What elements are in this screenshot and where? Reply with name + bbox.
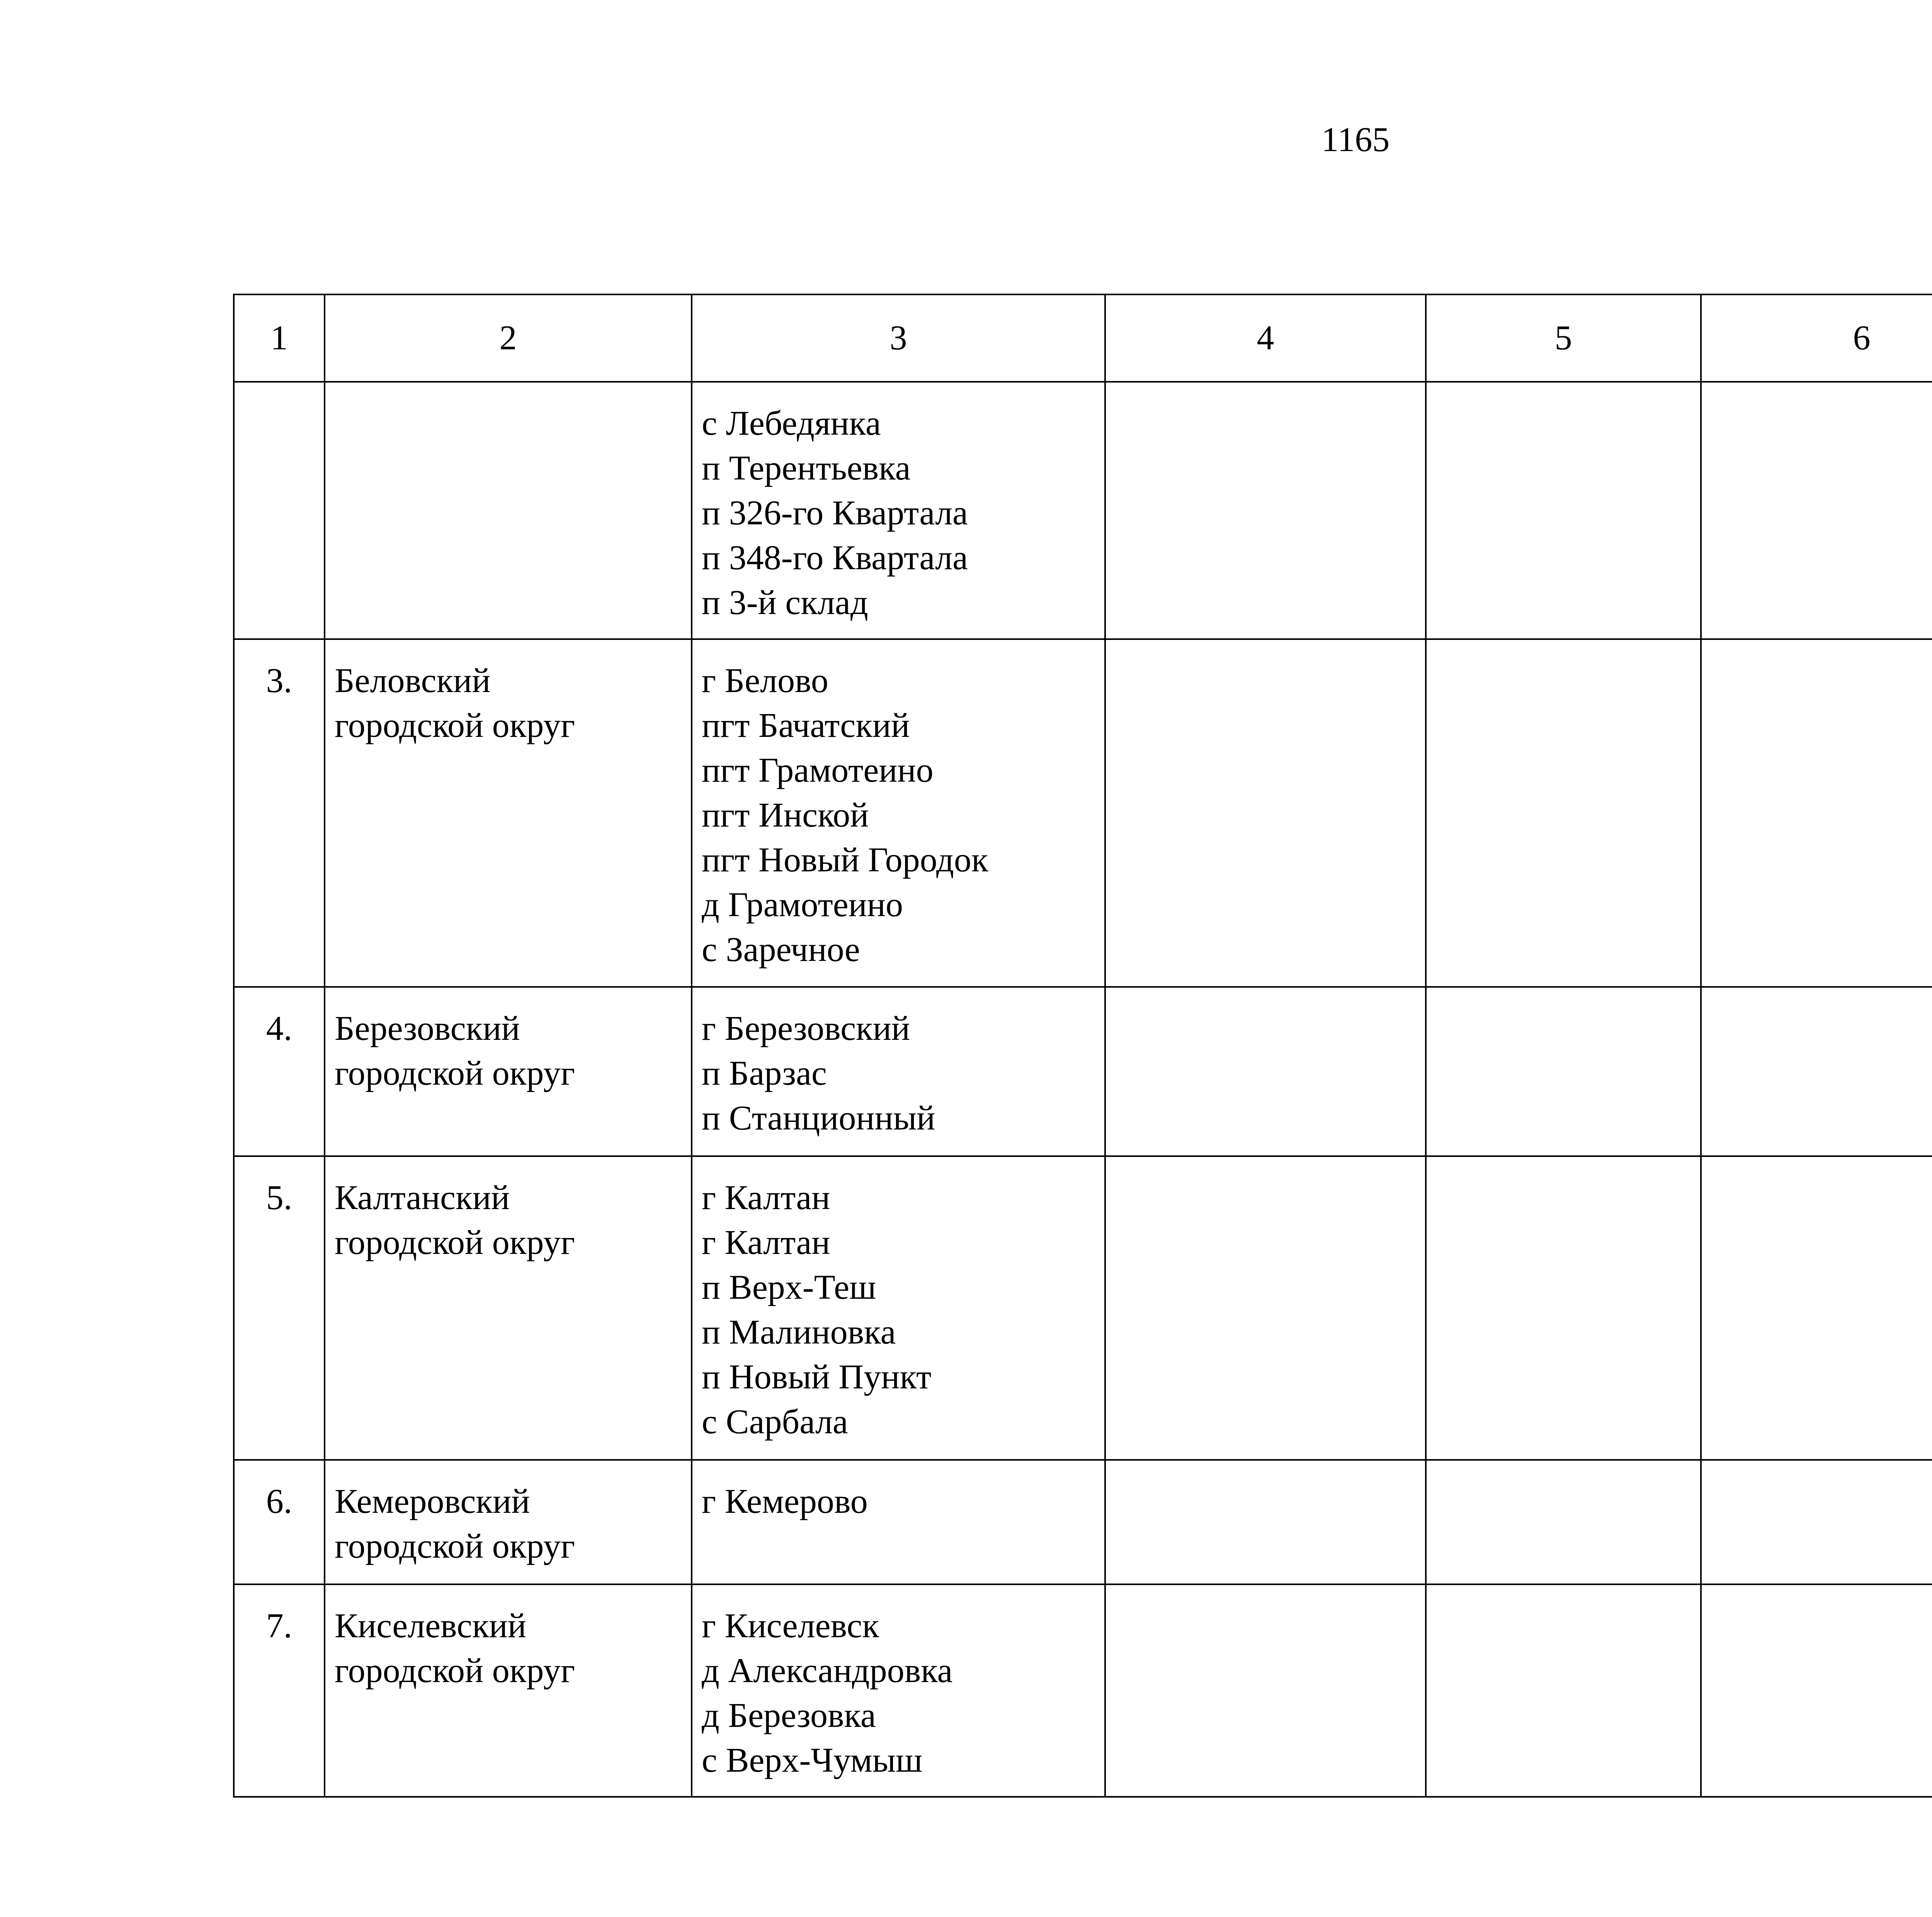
row-number-cell [234, 382, 325, 639]
district-name-line: городской округ [335, 1527, 575, 1565]
settlements-cell [692, 382, 1105, 639]
row-number-cell: 6. [234, 1460, 325, 1584]
district-name-line: Березовский [335, 1009, 520, 1048]
district-name-line: городской округ [335, 1652, 575, 1690]
settlement-name: п Барзас [702, 1054, 827, 1092]
district-name-line: Калтанский [335, 1179, 510, 1217]
settlement-name: п 3-й склад [702, 583, 868, 622]
settlement-name: п Новый Пункт [702, 1358, 932, 1396]
row-number-cell: 7. [234, 1584, 325, 1797]
empty-cell-col-5 [1426, 1460, 1701, 1584]
empty-cell-col-4 [1105, 1156, 1426, 1460]
empty-cell-col-4 [1105, 1584, 1426, 1797]
district-name-line: Киселевский [335, 1607, 527, 1645]
district-cell [325, 987, 692, 1156]
settlement-name: пгт Инской [702, 796, 869, 834]
settlements-cell [692, 1584, 1105, 1797]
settlements-cell [692, 1156, 1105, 1460]
settlement-name: п 326-го Квартала [702, 494, 968, 532]
settlement-name: д Александровка [702, 1652, 953, 1690]
settlement-name: г Кемерово [702, 1482, 868, 1521]
settlement-name: п Верх-Теш [702, 1268, 876, 1306]
empty-cell-col-5 [1426, 1156, 1701, 1460]
district-cell [325, 1156, 692, 1460]
page-number: 1165 [1321, 121, 1390, 159]
district-name-line: городской округ [335, 1054, 575, 1092]
settlement-name: г Киселевск [702, 1607, 879, 1645]
settlement-name: п Малиновка [702, 1313, 896, 1351]
table-row [234, 1460, 1932, 1584]
column-header-4: 4 [1105, 294, 1426, 382]
empty-cell-col-5 [1426, 1584, 1701, 1797]
empty-cell-col-5 [1426, 382, 1701, 639]
column-header-3: 3 [692, 294, 1105, 382]
empty-cell-col-4 [1105, 639, 1426, 987]
empty-cell-col-4 [1105, 382, 1426, 639]
row-number-cell: 3. [234, 639, 325, 987]
district-name-line: городской округ [335, 706, 575, 745]
empty-cell-col-6 [1701, 639, 1932, 987]
district-cell [325, 1584, 692, 1797]
empty-cell-col-6 [1701, 382, 1932, 639]
district-cell [325, 1460, 692, 1584]
settlement-name: д Березовка [702, 1696, 876, 1735]
table-row [234, 1584, 1932, 1797]
settlement-name: г Березовский [702, 1009, 910, 1048]
empty-cell-col-4 [1105, 987, 1426, 1156]
table-row [234, 382, 1932, 639]
row-number-cell: 5. [234, 1156, 325, 1460]
settlement-name: п 348-го Квартала [702, 539, 968, 577]
settlement-name: д Грамотеино [702, 886, 903, 924]
settlement-name: пгт Грамотеино [702, 751, 934, 789]
empty-cell-col-5 [1426, 639, 1701, 987]
settlement-name: п Терентьевка [702, 449, 911, 487]
settlement-name: п Станционный [702, 1099, 935, 1137]
district-cell [325, 382, 692, 639]
district-name-line: Кемеровский [335, 1482, 530, 1521]
settlement-name: с Сарбала [702, 1403, 848, 1441]
table-row [234, 1156, 1932, 1460]
empty-cell-col-4 [1105, 1460, 1426, 1584]
empty-cell-col-6 [1701, 1460, 1932, 1584]
column-header-5: 5 [1426, 294, 1701, 382]
settlement-name: пгт Новый Городок [702, 841, 988, 879]
row-number-cell: 4. [234, 987, 325, 1156]
table-header-row [234, 294, 1932, 382]
district-name-line: Беловский [335, 662, 491, 700]
column-header-1: 1 [234, 294, 325, 382]
column-header-6: 6 [1701, 294, 1932, 382]
settlement-name: с Заречное [702, 930, 860, 969]
settlements-cell [692, 1460, 1105, 1584]
empty-cell-col-6 [1701, 1584, 1932, 1797]
settlement-name: г Калтан [702, 1223, 830, 1262]
settlement-name: с Верх-Чумыш [702, 1741, 923, 1779]
table-row [234, 987, 1932, 1156]
settlement-name: г Белово [702, 662, 828, 700]
settlement-name: г Калтан [702, 1179, 830, 1217]
empty-cell-col-5 [1426, 987, 1701, 1156]
settlements-table [233, 294, 1932, 1798]
column-header-2: 2 [325, 294, 692, 382]
empty-cell-col-6 [1701, 1156, 1932, 1460]
settlements-cell [692, 987, 1105, 1156]
table-row [234, 639, 1932, 987]
empty-cell-col-6 [1701, 987, 1932, 1156]
district-name-line: городской округ [335, 1223, 575, 1262]
district-cell [325, 639, 692, 987]
settlement-name: пгт Бачатский [702, 706, 910, 745]
settlement-name: с Лебедянка [702, 404, 881, 442]
settlements-cell [692, 639, 1105, 987]
